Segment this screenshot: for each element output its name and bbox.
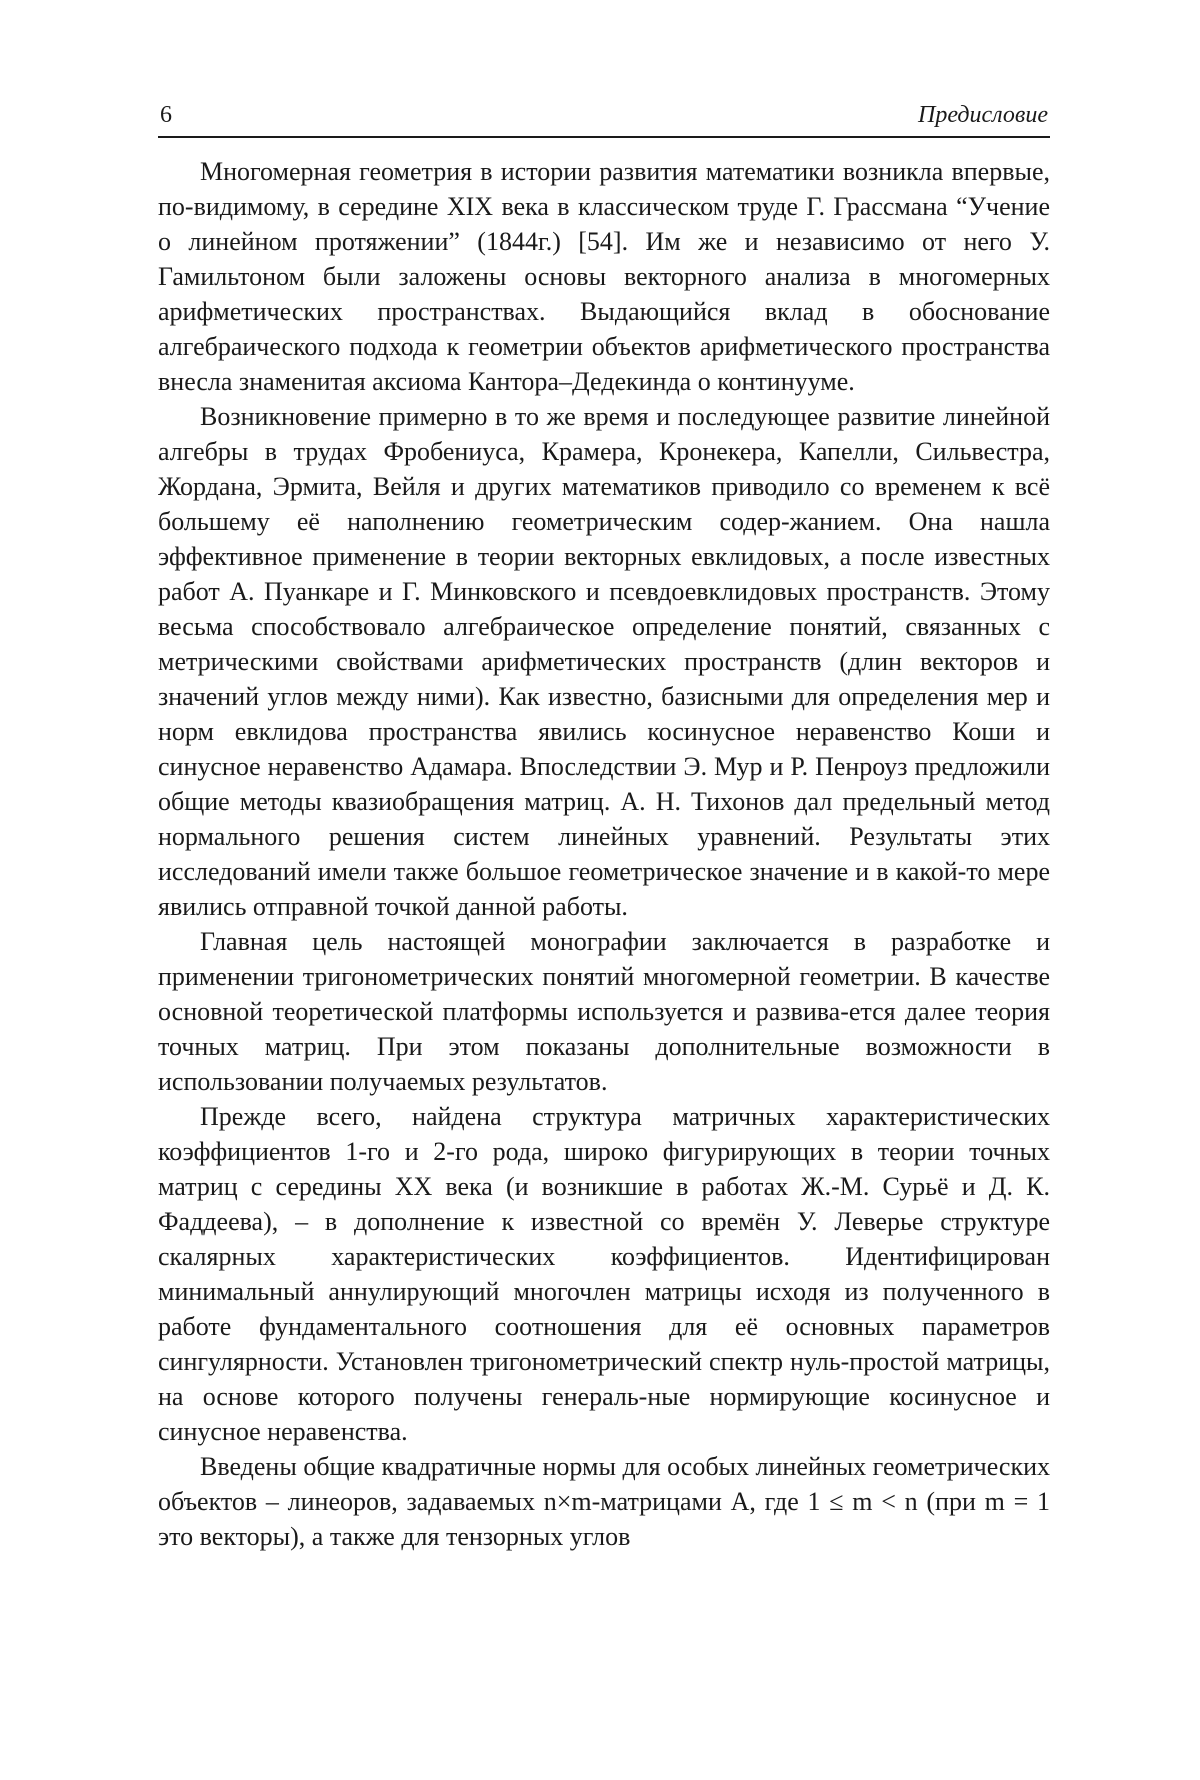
page-number: 6 xyxy=(160,102,172,128)
running-header xyxy=(158,100,1050,138)
paragraph: Многомерная геометрия в истории развития математики возникла впервые, по-видимому, в середине XIX века в классическом труде Г. Грассмана “Учение о линейном протяжении” (1844г.) [54]. Им же и независимо от него У. Гамильтоном были заложены основы векторного анализа в многомерных арифметических пространствах. Выдающийся вклад в обоснование алгебраического подхода к геометрии объектов арифметического пространства внесла знаменитая аксиома Кантора–Дедекинда о континууме. xyxy=(158,157,1050,396)
paragraph: Введены общие квадратичные нормы для особых линейных геометрических объектов – линеоров, задаваемых n×m-матрицами A, где 1 ≤ m < n (при m = 1 это векторы), а также для тензорных углов xyxy=(158,1452,1050,1551)
paragraph: Прежде всего, найдена структура матричных характеристических коэффициентов 1-го и 2-го рода, широко фигурирующих в теории точных матриц с середины XX века (и возникшие в работах Ж.-М. Сурьё и Д. К. Фаддеева), – в дополнение к известной со времён У. Леверье структуре скалярных характеристических коэффициентов. Идентифицирован минимальный аннулирующий многочлен матрицы исходя из полученного в работе фундаментального соотношения для её основных параметров сингулярности. Установлен тригонометрический спектр нуль-простой матрицы, на основе которого получены генераль-ные нормирующие косинусное и синусное неравенства. xyxy=(158,1102,1050,1446)
section-title: Предисловие xyxy=(917,102,1048,128)
paragraph: Возникновение примерно в то же время и последующее развитие линейной алгебры в трудах Фробениуса, Крамера, Кронекера, Капелли, Сильвестра, Жордана, Эрмита, Вейля и других математиков приводило со временем к всё большему её наполнению геометрическим содер-жанием. Она нашла эффективное применение в теории векторных евклидовых, а после известных работ А. Пуанкаре и Г. Минковского и псевдоевклидовых пространств. Этому весьма способствовало алгебраическое определение понятий, связанных с метрическими свойствами арифметических пространств (длин векторов и значений углов между ними). Как известно, базисными для определения мер и норм евклидова пространства явились косинусное неравенство Коши и синусное неравенство Адамара. Впоследствии Э. Мур и Р. Пенроуз предложили общие методы квазиобращения матриц. А. Н. Тихонов дал предельный метод нормального решения систем линейных уравнений. Результаты этих исследований имели также большое геометрическое значение и в какой-то мере явились отправной точкой данной работы. xyxy=(158,402,1050,921)
paragraph: Главная цель настоящей монографии заключается в разработке и применении тригонометрических понятий многомерной геометрии. В качестве основной теоретической платформы используется и развива-ется далее теория точных матриц. При этом показаны дополнительные возможности в использовании получаемых результатов. xyxy=(158,927,1050,1096)
document-page xyxy=(158,100,1050,1554)
body-text xyxy=(158,154,1050,1554)
